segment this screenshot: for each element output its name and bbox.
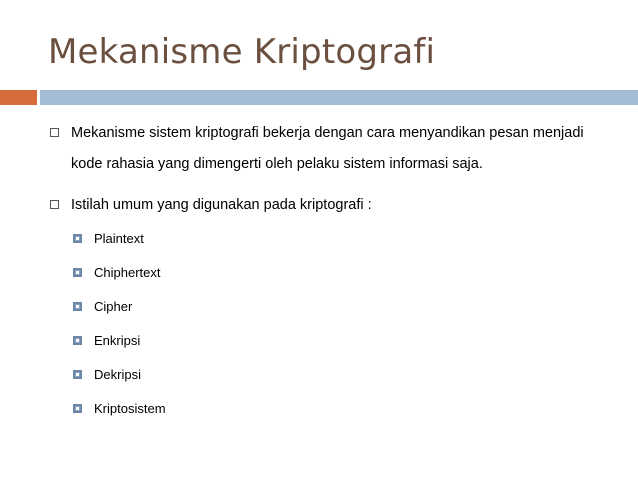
sub-bullet-text: Cipher (94, 299, 133, 314)
bullet-text: Istilah umum yang digunakan pada kriptografi : (71, 197, 372, 213)
filled-square-bullet-icon (73, 404, 82, 413)
filled-square-bullet-icon (73, 302, 82, 311)
sub-bullet-text: Chiphertext (94, 265, 161, 280)
square-bullet-icon (50, 200, 59, 209)
sub-bullet-text: Dekripsi (94, 367, 141, 382)
filled-square-bullet-icon (73, 234, 82, 243)
slide-title: Mekanisme Kriptografi (48, 32, 436, 72)
sub-bullet-text: Kriptosistem (94, 401, 166, 416)
bullet-text: Mekanisme sistem kriptografi bekerja dengan cara menyandikan pesan menjadi kode rahasia yang dimengerti oleh pelaku sistem informasi saja. (71, 125, 584, 172)
bullet-point-2 (50, 190, 610, 221)
square-bullet-icon (50, 128, 59, 137)
filled-square-bullet-icon (73, 370, 82, 379)
sub-bullet-text: Plaintext (94, 231, 144, 246)
sub-bullet-text: Enkripsi (94, 333, 141, 348)
filled-square-bullet-icon (73, 268, 82, 277)
filled-square-bullet-icon (73, 336, 82, 345)
bullet-point-1 (50, 118, 610, 180)
